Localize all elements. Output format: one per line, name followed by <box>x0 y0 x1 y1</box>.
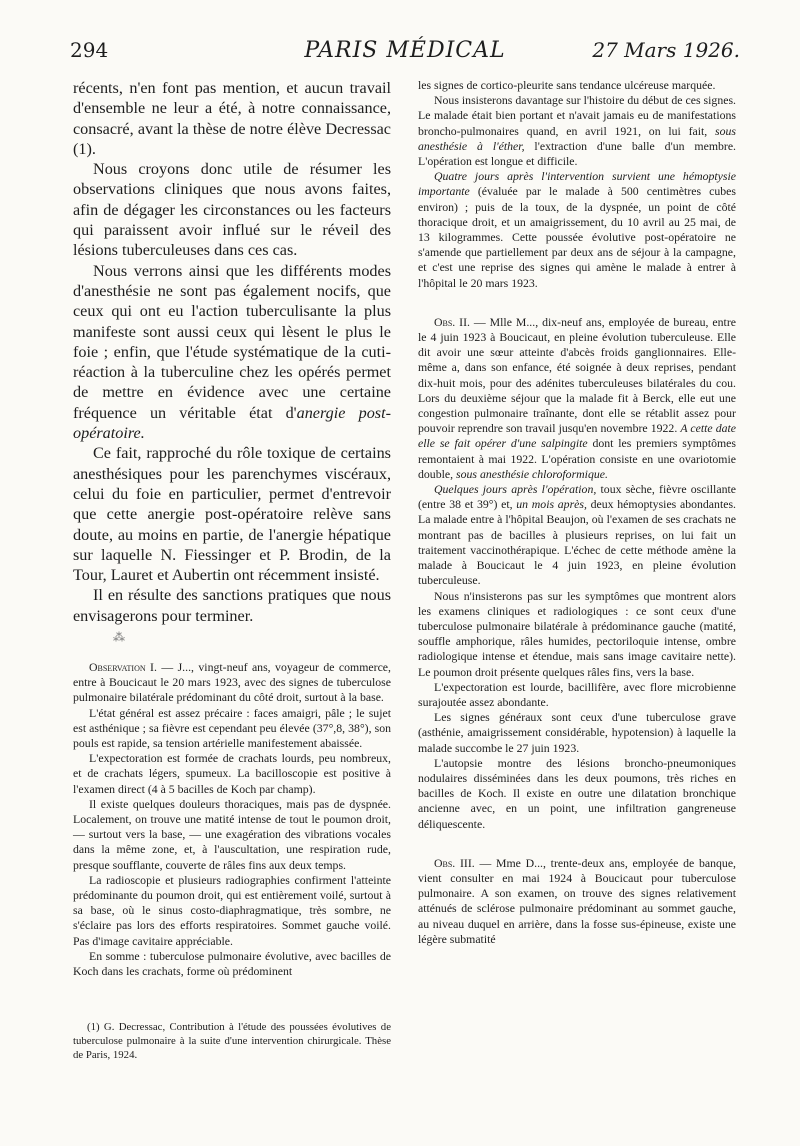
footnote <box>73 1020 391 1062</box>
paragraph: récents, n'en font pas mention, et aucun travail d'ensemble ne leur a été, à notre connaissance, consacré, avant la thèse de notre élève Decressac (1). <box>73 79 391 158</box>
journal-title: PARIS MÉDICAL <box>304 38 506 63</box>
paragraph: L'autopsie montre des lésions broncho-pneumoniques nodulaires disséminées dans les deux poumons, très riches en bacilles de Koch. Il existe en outre une dilatation bronchique ancienne avec, en un point, une infiltration gangreneuse déliquescente. <box>418 755 736 831</box>
emphasis: Quatre jours après l'intervention survient une hémoptysie importante <box>418 169 736 199</box>
paragraph <box>73 660 391 706</box>
paragraph: L'état général est assez précaire : faces amaigri, pâle ; le sujet est asthénique ; sa fièvre est cependant peu élevée (37°,8, 38°), son pouls est rapide, sa tension artérielle manifestement abaissée. <box>73 705 391 751</box>
observation-label: Obs. III. <box>434 855 475 870</box>
right-column <box>418 78 736 947</box>
issue-date: 27 Mars 1926. <box>592 38 740 62</box>
paragraph: Il existe quelques douleurs thoraciques, mais pas de dyspnée. Localement, on trouve une matité intense de tout le poumon droit, — surtout vers la base, — une exagération des vibrations vocales dans la même zone, et, à l'auscultation, une respiration rude, presque soufflante, couverte de râles fins aux deux temps. <box>73 796 391 872</box>
text-run: (évaluée par le malade à 500 centimètres cubes environ) ; puis de la toux, de la dyspnée, un point de côté thoracique droit, et un amaigrissement, du 10 avril au 25 mai, de 13 kilogrammes. Cette poussée évolutive post-opératoire ne s'amende que partiellement par deux ans de séjour à la campagne, et c'est une reprise des signes qui amène le malade à entrer à l'hôpital le 20 mars 1923. <box>418 184 736 290</box>
emphasis: anergie post-opératoire. <box>73 403 391 443</box>
paragraph: L'expectoration est formée de crachats lourds, peu nombreux, et de crachats légers, spumeux. La bacilloscopie est positive à l'examen direct (4 à 5 bacilles de Koch par champ). <box>73 751 391 796</box>
spacer <box>418 832 736 856</box>
intro-text <box>73 78 391 626</box>
section-separator <box>73 626 391 660</box>
paragraph: Ce fait, rapproché du rôle toxique de certains anesthésiques pour les parenchymes viscéraux, celui du foie en particulier, permet d'entrevoir que cette anergie post-opératoire relève sans doute, au moins en partie, de l'anergie hépatique sur laquelle N. Fiessinger et P. Brodin, de la Tour, Lauret et Aubertin ont récemment insisté. <box>73 444 391 585</box>
emphasis: sous anesthésie chloroformique. <box>456 466 608 481</box>
text-run: — Mme D..., trente-deux ans, employée de banque, vient consulter en mai 1924 à Boucicaut pour tuberculose pulmonaire. A son examen, on trouve des signes relativement atténués de sclérose pulmonaire prédominant au sommet gauche, au niveau duquel en arrière, dans la fosse sus-épineuse, existe une légère submatité <box>418 855 737 946</box>
asterism: ⁂ <box>113 630 125 645</box>
paragraph <box>418 482 736 588</box>
paragraph: En somme : tuberculose pulmonaire évolutive, avec bacilles de Koch dans les crachats, forme où prédominent <box>73 948 391 979</box>
page-header <box>70 38 740 64</box>
observation-1 <box>73 660 391 979</box>
paragraph <box>418 169 736 291</box>
paragraph: Il en résulte des sanctions pratiques que nous envisagerons pour terminer. <box>73 586 391 625</box>
text-run: l'extraction d'une balle d'un membre. L'opération est longue et difficile. <box>418 138 737 169</box>
paragraph: L'expectoration est lourde, bacillifère, avec flore microbienne surajoutée assez abondante. <box>418 679 736 709</box>
text-run: — Mlle M..., dix-neuf ans, employée de bureau, entre le 4 juin 1923 à Boucicaut, en pleine évolution tuberculeuse. Elle dit avoir une sœur atteinte d'abcès froids ganglionnaires. Elle-même a, dans son enfance, été soignée à deux reprises, pendant dix-huit mois, pour des adénites tuberculeuses bilatérales du cou. Lors du deuxième séjour que la malade fit à Berck, elle eut une congestion pulmonaire traînante, dont elle se rétablit assez pour pouvoir reprendre son travail jusqu'en novembre 1922. <box>418 314 736 436</box>
paragraph: Les signes généraux sont ceux d'une tuberculose grave (asthénie, amaigrissement considérable, hypotension) à laquelle la malade succombe le 27 juin 1923. <box>418 710 736 755</box>
paragraph: Nous croyons donc utile de résumer les observations cliniques que nous avons faites, afin de dégager les circonstances ou les facteurs qui paraissent avoir influé sur le réveil des lésions tuberculeuses dans ces cas. <box>73 160 391 260</box>
paragraph: les signes de cortico-pleurite sans tendance ulcéreuse marquée. <box>418 78 716 92</box>
text-run: toux sèche, fièvre oscillante (entre 38 et 39°) et, <box>418 482 736 512</box>
text-run: Nous insisterons davantage sur l'histoire du début de ces signes. Le malade était bien portant et n'avait jamais eu de manifestations broncho-pulmonaires quand, en avril 1921, on lui fait, <box>418 93 736 138</box>
observation-label: Obs. II. <box>434 314 470 329</box>
spacer <box>418 291 736 315</box>
paragraph <box>73 261 391 444</box>
page-number: 294 <box>70 38 109 62</box>
paragraph <box>418 856 736 947</box>
text-run: — J..., vingt-neuf ans, voyageur de commerce, entre à Boucicaut le 20 mars 1923, avec des signes de tuberculose pulmonaire bilatérale prédominant du côté droit, surtout à la base. <box>73 660 391 705</box>
emphasis: sous anesthésie à l'éther, <box>418 123 736 153</box>
paragraph: La radioscopie et plusieurs radiographies confirment l'atteinte prédominante du poumon droit, qui est entièrement voilé, surtout à sa base, où le sinus costo-diaphragmatique, très sombre, ne s'éclaire pas lors des efforts respiratoires. Sommet gauche voilé. Pas d'image cavitaire appréciable. <box>73 872 391 948</box>
text-run: dont les premiers symptômes remontaient à mai 1922. L'opération consiste en une ovariotomie double, <box>418 436 736 481</box>
emphasis: A cette date elle se fait opérer d'une salpingite <box>418 421 737 451</box>
left-column <box>73 78 391 979</box>
paragraph <box>418 93 736 169</box>
footnote-text: (1) G. Decressac, Contribution à l'étude des poussées évolutives de tuberculose pulmonaire à la suite d'une intervention chirurgicale. Thèse de Paris, 1924. <box>73 1021 391 1061</box>
observation-label: Observation I. <box>89 660 157 675</box>
text-run: Nous verrons ainsi que les différents modes d'anesthésie ne sont pas également nocifs, que ceux qui ont eu l'action tuberculisante la plus manifeste sont aussi ceux qui lèsent le plus le foie ; enfin, que l'étude systématique de la cuti-réaction à la tuberculine chez les opérés permet de mettre en évidence avec une certaine fréquence un véritable état d' <box>73 261 391 422</box>
text-run: deux hémoptysies abondantes. La malade entre à l'hôpital Beaujon, où l'examen de ses crachats ne montrant pas de bacilles à plusieurs reprises, on lui fait un traitement vaccinothérapique. L'échec de cette méthode amène la malade à Boucicaut le 4 juin 1923, en pleine évolution tuberculeuse. <box>418 497 736 588</box>
emphasis: Quelques jours après l'opération, <box>434 482 597 497</box>
paragraph: Nous n'insisterons pas sur les symptômes que montrent alors les examens cliniques et radiologiques : ce sont ceux d'une tuberculose pulmonaire bilatérale à prédominance gauche (matité, souffle amphorique, râles humides, pectoriloquie intense, ombre radiologique intense et étendue, mais sans image cavitaire nette). Le poumon droit présente quelques râles fins, vers la base. <box>418 588 736 679</box>
emphasis: un mois après, <box>516 497 587 512</box>
paragraph <box>418 315 736 482</box>
